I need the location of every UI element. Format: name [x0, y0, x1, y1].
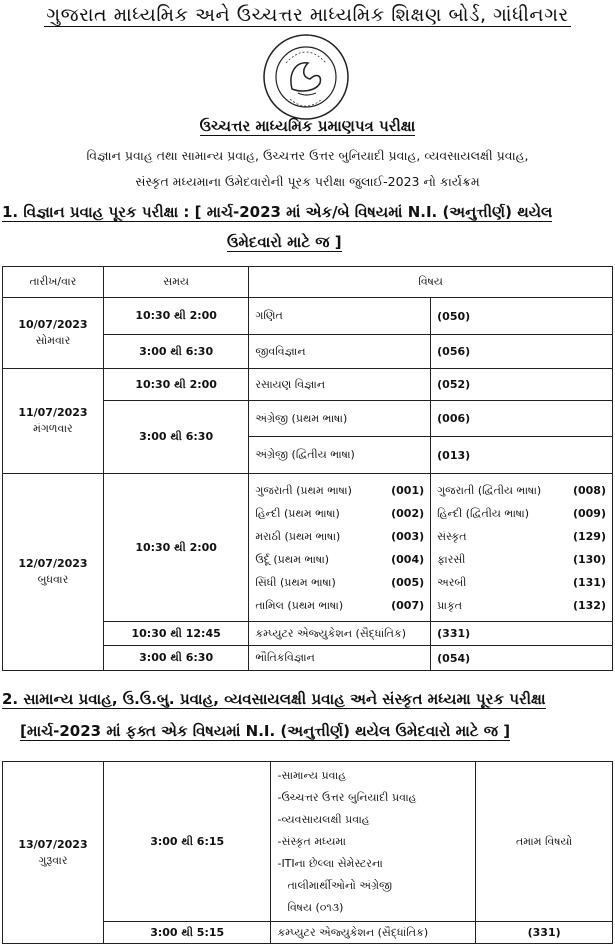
- list-item: હિન્દી (પ્રથમ ભાષા) (002): [255, 506, 425, 520]
- code-cell: (054): [431, 646, 613, 671]
- list-item: તાલીમાર્થીઓનો અંગ્રેજી: [287, 878, 393, 892]
- board-seal-logo: [262, 33, 350, 121]
- time-cell: 3:00 થી 6:30: [103, 646, 248, 671]
- list-item: હિન્દી (દ્વિતીય ભાષા) (009): [437, 506, 606, 520]
- subject-cell: કમ્પ્યુટર એજ્યુકેશન (સૈદ્ધાંતિક): [249, 622, 431, 646]
- streams-line: વિજ્ઞાન પ્રવાહ તથા સામાન્ય પ્રવાહ, ઉચ્ચત્તર ઉત્તર બુનિયાદી પ્રવાહ, વ્યવસાયલક્ષી પ્રવાહ,: [86, 148, 529, 163]
- list-item: ફારસી (130): [437, 552, 606, 566]
- table-row: [3, 474, 613, 622]
- science-stream-timetable: [2, 266, 613, 671]
- board-title: ગુજરાત માધ્યમિક અને ઉચ્ચત્તર માધ્યમિક શિક્ષણ બોર્ડ, ગાંધીનગર: [46, 4, 569, 26]
- list-item: સંસ્કૃત (129): [437, 529, 606, 543]
- code-cell: (050): [431, 298, 613, 335]
- list-item: સિંધી (પ્રથમ ભાષા) (005): [255, 575, 425, 589]
- list-item: પ્રાકૃત (132): [437, 598, 606, 612]
- list-item: -ઉચ્ચત્તર ઉત્તર બુનિયાદી પ્રવાહ: [277, 790, 417, 804]
- time-cell: 3:00 થી 6:30: [103, 401, 248, 474]
- list-item: -વ્યવસાયલક્ષી પ્રવાહ: [277, 812, 370, 826]
- stream-list: [271, 762, 476, 922]
- time-cell: 3:00 થી 5:15: [103, 922, 271, 944]
- date-cell: 10/07/2023 સોમવાર: [3, 298, 104, 369]
- subject-cell: અંગ્રેજી (પ્રથમ ભાષા): [249, 401, 431, 437]
- table-row: [3, 298, 613, 335]
- table-header-row: [3, 267, 613, 298]
- subject-cell: રસાયણ વિજ્ઞાન: [249, 369, 431, 401]
- general-stream-timetable: [2, 761, 613, 944]
- subject-cell: અંગ્રેજી (દ્વિતીય ભાષા): [249, 437, 431, 474]
- code-cell: (331): [431, 622, 613, 646]
- list-item: અરબી (131): [437, 575, 606, 589]
- time-cell: 10:30 થી 2:00: [103, 474, 248, 622]
- list-item: -સંસ્કૃત મધ્યમા: [277, 834, 346, 848]
- second-language-list: [431, 474, 613, 622]
- section2-heading: 2. સામાન્ય પ્રવાહ, ઉ.ઉ.બુ. પ્રવાહ, વ્યવસાયલક્ષી પ્રવાહ અને સંસ્કૃત મધ્યમા પૂરક પરીક્ષા: [2, 690, 546, 708]
- list-item: મરાઠી (પ્રથમ ભાષા) (003): [255, 529, 425, 543]
- schedule-line: સંસ્કૃત મધ્યમાના ઉમેદવારોની પૂરક પરીક્ષા જુલાઈ-2023 નો કાર્યક્રમ: [135, 174, 480, 189]
- table-row: [3, 762, 613, 922]
- list-item: તામિલ (પ્રથમ ભાષા) (007): [255, 598, 425, 612]
- date-cell: 11/07/2023 મંગળવાર: [3, 369, 104, 474]
- subject-cell: કમ્પ્યુટર એજ્યુકેશન (સૈદ્ધાંતિક): [271, 922, 476, 944]
- time-cell: 10:30 થી 12:45: [103, 622, 248, 646]
- subject-cell: ગણિત: [249, 298, 431, 335]
- date-cell: 12/07/2023 બુધવાર: [3, 474, 104, 671]
- section1-heading: 1. વિજ્ઞાન પ્રવાહ પૂરક પરીક્ષા : [ માર્ચ-2023 માં એક/બે વિષયમાં N.I. (અનુત્તીર્ણ) થયેલ: [2, 203, 553, 221]
- code-cell: (052): [431, 369, 613, 401]
- subject-cell: જીવવિજ્ઞાન: [249, 335, 431, 369]
- list-item: ગુજરાતી (દ્વિતીય ભાષા) (008): [437, 483, 606, 497]
- first-language-list: [249, 474, 431, 622]
- code-cell: (056): [431, 335, 613, 369]
- exam-title: ઉચ્ચત્તર માધ્યમિક પ્રમાણપત્ર પરીક્ષા: [199, 117, 416, 135]
- table-row: [3, 369, 613, 401]
- time-cell: 3:00 થી 6:30: [103, 335, 248, 369]
- code-cell: (013): [431, 437, 613, 474]
- list-item: વિષય (૦૧૩): [287, 900, 344, 914]
- subject-cell: તમામ વિષયો: [476, 762, 613, 922]
- subject-cell: ભૌતિકવિજ્ઞાન: [249, 646, 431, 671]
- col-subject-header: વિષય: [249, 267, 613, 298]
- time-cell: 10:30 થી 2:00: [103, 298, 248, 335]
- time-cell: 3:00 થી 6:15: [103, 762, 271, 922]
- col-date-header: તારીખ/વાર: [3, 267, 104, 298]
- code-cell: (331): [476, 922, 613, 944]
- section2-heading-cont: [માર્ચ-2023 માં ફક્ત એક વિષયમાં N.I. (અનુત્તીર્ણ) થયેલ ઉમેદવારો માટે જ ]: [20, 722, 511, 740]
- list-item: ગુજરાતી (પ્રથમ ભાષા) (001): [255, 483, 425, 497]
- section1-heading-cont: ઉમેદવારો માટે જ ]: [227, 233, 342, 251]
- list-item: -સામાન્ય પ્રવાહ: [277, 768, 347, 782]
- col-time-header: સમય: [103, 267, 248, 298]
- list-item: -ITIના છેલ્લા સેમેસ્ટરના: [277, 856, 383, 870]
- code-cell: (006): [431, 401, 613, 437]
- time-cell: 10:30 થી 2:00: [103, 369, 248, 401]
- list-item: ઉર્દૂ (પ્રથમ ભાષા) (004): [255, 552, 425, 566]
- date-cell: 13/07/2023 ગુરૂવાર: [3, 762, 104, 944]
